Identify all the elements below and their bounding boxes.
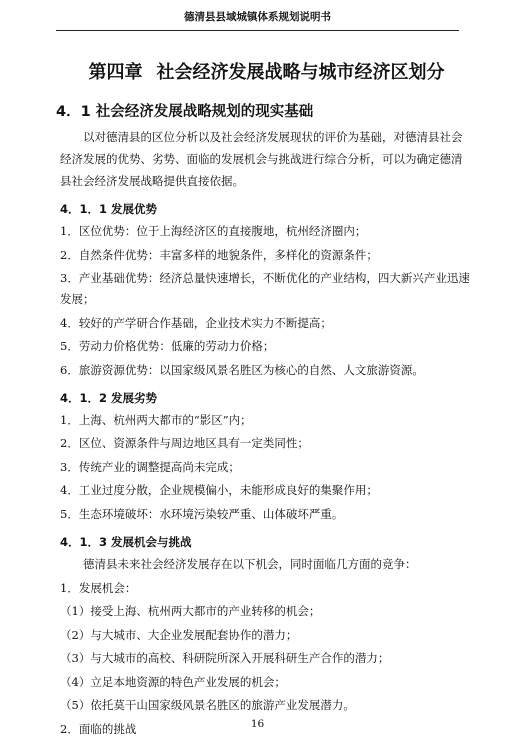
opportunity-item: （1）接受上海、杭州两大都市的产业转移的机会； [60, 604, 321, 618]
disadvantage-item: 5．生态环境破坏：水环境污染较严重、山体破坏严重。 [60, 506, 344, 521]
advantage-item: 2．自然条件优势：丰富多样的地貌条件，多样化的资源条件； [60, 247, 378, 262]
page-content [56, 58, 473, 742]
subsection-title-disadvantages: 4．1．2 发展劣势 [60, 390, 158, 405]
subsection-title-advantages: 4．1．1 发展优势 [60, 202, 158, 216]
chapter-number: 第四章 [88, 62, 143, 83]
advantage-item: 3．产业基础优势：经济总量快速增长，不断优化的产业结构，四大新兴产业迅速发展； [60, 271, 470, 306]
opportunities-heading: 1．发展机会： [60, 580, 137, 595]
opportunity-item: （3）与大城市的高校、科研院所深入开展科研生产合作的潜力； [60, 651, 390, 665]
opportunity-item: （2）与大城市、大企业发展配套协作的潜力； [60, 627, 298, 642]
opportunity-item: （5）依托莫干山国家级风景名胜区的旅游产业发展潜力。 [60, 698, 355, 712]
disadvantage-item: 4．工业过度分散，企业规模偏小，未能形成良好的集聚作用； [60, 483, 378, 497]
advantage-item: 5．劳动力价格优势：低廉的劳动力价格； [60, 339, 275, 353]
opportunity-item: （4）立足本地资源的特色产业发展的机会； [60, 674, 286, 689]
section-title-4-1: 4．1 社会经济发展战略规划的现实基础 [56, 104, 314, 120]
section-intro-paragraph: 以对德清县的区位分析以及社会经济发展现状的评价为基础，对德清县社会经济发展的优势、劣势、面临的发展机会与挑战进行综合分析，可以为确定德清县社会经济发展战略提供直接依据。 [60, 130, 463, 188]
challenges-heading: 2．面临的挑战 [60, 721, 137, 736]
page-number: 16 [250, 718, 265, 730]
advantage-item: 1．区位优势：位于上海经济区的直接腹地，杭州经济圈内； [60, 224, 367, 238]
advantage-item: 6．旅游资源优势：以国家级风景名胜区为核心的自然、人文旅游资源。 [60, 362, 424, 377]
disadvantage-item: 1．上海、杭州两大都市的“影区”内； [60, 412, 252, 427]
chapter-name: 社会经济发展战略与城市经济区划分 [156, 62, 445, 83]
subsection-title-opportunities: 4．1．3 发展机会与挑战 [60, 534, 192, 549]
opportunities-lead: 德清县未来社会经济发展存在以下机会，同时面临几方面的竞争： [83, 556, 417, 571]
disadvantage-item: 3．传统产业的调整提高尚未完成； [60, 459, 240, 474]
running-header: 德清县县域城镇体系规划说明书 [56, 8, 459, 31]
disadvantage-item: 2．区位、资源条件与周边地区具有一定类同性； [60, 436, 309, 450]
chapter-title [60, 58, 473, 84]
advantage-item: 4．较好的产学研合作基础，企业技术实力不断提高； [60, 315, 332, 330]
